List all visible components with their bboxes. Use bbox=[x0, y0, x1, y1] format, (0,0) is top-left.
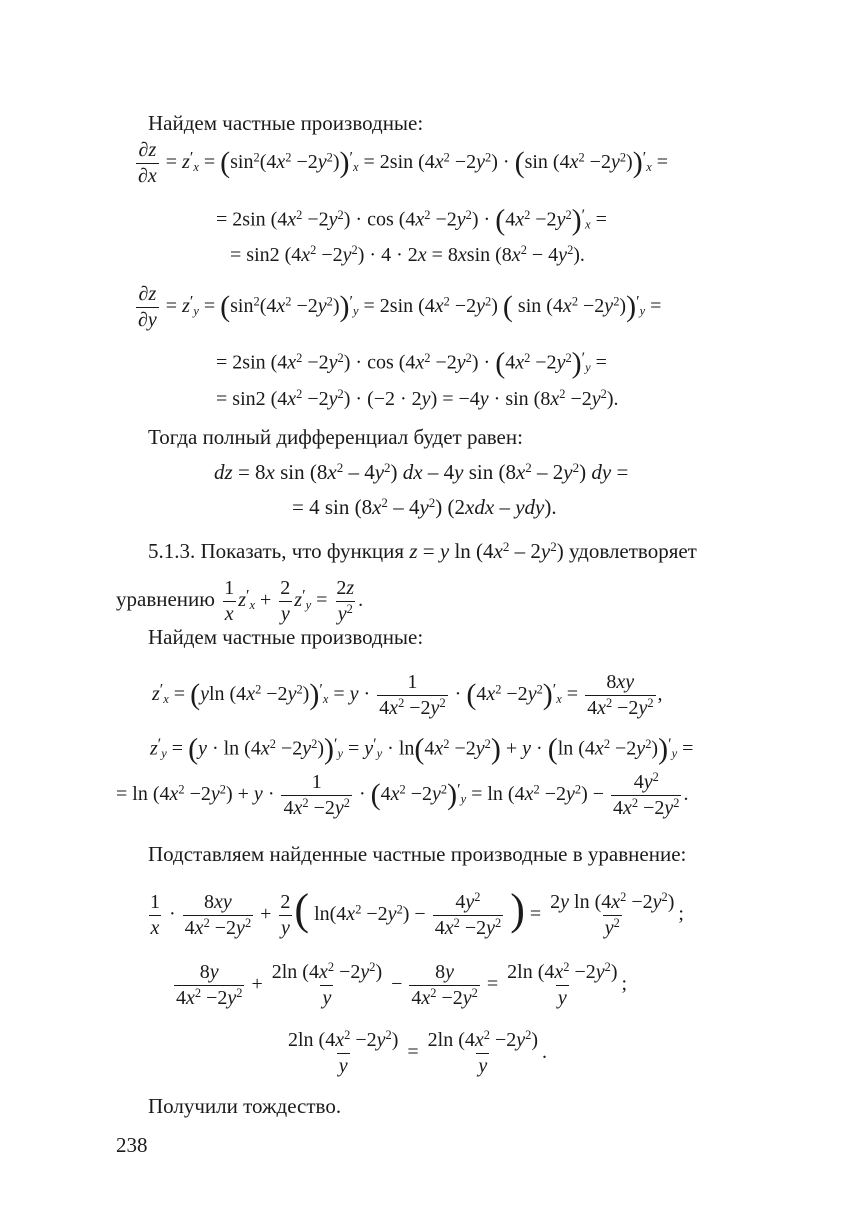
equation-dz-dy-line2: = 2sin $(4x^2 -2y^2) \cdot \cos (4x^2 -2y^2) \cdot (4x^2 -2y^2)'_y$ = bbox=[216, 346, 607, 380]
conclusion-text: Получили тождество. bbox=[148, 1094, 342, 1118]
page-number: 238 bbox=[116, 1133, 148, 1157]
equation-substitution-2: $\frac{8y}{4x^2 -2y^2}$ + $\frac{2\ln (4x^2 -2y^2)}{y}$ − $\frac{8y}{4x^2 -2y^2}$ = $\frac{2\ln (4x^2 -2y^2)}{y}$ ; bbox=[176, 960, 628, 1009]
problem-statement: 5.1.3. Показать, что функция z = y $\ln (4x^2 - 2y^2)$ удовлетворяет bbox=[148, 538, 697, 563]
equation-dz-line1: dz = 8x $\sin (8x^2 - 4y^2)$ dx – 4y $\sin (8x^2 - 2y^2)$ dy = bbox=[214, 459, 629, 484]
equation-dz-line2: = 4 $\sin (8x^2 - 4y^2)$ (2xdx – ydy). bbox=[292, 494, 557, 519]
equation-dz-dy-line1: $\frac{\partial z}{\partial y}$ = $z'_y = (\sin^2(4x^2 -2y^2))'_y = 2\sin$ $(4x^2 -2y^2)$ ( $\sin (4x^2 -2y^2))'_y$ = bbox=[138, 283, 662, 331]
equation-zy-line2: = $\ln (4x^2 -2y^2) + y$ · $\frac{1}{4x^2 -2y^2}$ · $(4x^2 -2y^2)'_y = \ln (4x^2 -2y^2)$ − $\frac{4y^2}{4x^2 -2y^2}$ . bbox=[116, 770, 689, 819]
equation-dz-dx-line1: $\frac{\partial z}{\partial x}$ = $z'_x = (\sin^2(4x^2 -2y^2))'_x = 2\sin$ $(4x^2 -2y^2) \cdot (\sin$ $(4x^2 -2y^2))'_x$ = bbox=[138, 139, 668, 187]
problem-tail: удовлетворяет bbox=[568, 539, 697, 563]
heading-total-differential: Тогда полный дифференциал будет равен: bbox=[148, 425, 523, 449]
equation-dz-dx-line2: = 2sin $(4x^2 -2y^2) \cdot \cos (4x^2 -2y^2) \cdot (4x^2 -2y^2)'_x$ = bbox=[216, 203, 607, 237]
heading-substitute: Подставляем найденные частные производные в уравнение: bbox=[148, 842, 687, 866]
problem-number: 5.1.3. bbox=[148, 539, 196, 563]
equation-dz-dy-line3: = sin2 $(4x^2 -2y^2) \cdot (-2 \cdot 2y) = -4y \cdot \sin (8x^2 -2y^2)$. bbox=[216, 387, 619, 410]
equation-substitution-1: $\frac{1}{x}$ · $\frac{8xy}{4x^2 -2y^2}$ + $\frac{2}{y}$ ( $\ln(4x^2 -2y^2)$ − $\frac{4y^2}{4x^2 -2y^2}$ ) = $\frac{2y \ln (4x^2 -2y^2)}{y^2}$ ; bbox=[150, 885, 684, 939]
equation-word: уравнению bbox=[116, 587, 215, 612]
equation-substitution-3: $\frac{2\ln (4x^2 -2y^2)}{y}$ = $\frac{2\ln (4x^2 -2y^2)}{y}$ . bbox=[288, 1028, 547, 1077]
heading-partial-derivatives-2: Найдем частные производные: bbox=[148, 625, 424, 649]
equation-dz-dx-line3: = sin2 $(4x^2 -2y^2) \cdot 4 \cdot 2x = 8xsin$ $(8x^2 - 4y^2)$. bbox=[230, 243, 585, 266]
equation-zx: $z'_x = (yln$ $(4x^2 -2y^2))'_x = y$ · $\frac{1}{4x^2 -2y^2}$ · $(4x^2 -2y^2)'_x$ = $\frac{8xy}{4x^2 -2y^2}$ , bbox=[152, 671, 663, 719]
equation-zy-line1: $z'_y = (y \cdot \ln (4x^2 -2y^2))'_y = y'_y \cdot \ln(4x^2 -2y^2) + y \cdot (\ln$ $(4x^2 -2y^2))'_y$ = bbox=[150, 732, 694, 766]
problem-text: Показать, что функция bbox=[200, 539, 405, 563]
heading-partial-derivatives: Найдем частные производные: bbox=[148, 111, 424, 135]
problem-equation: уравнению $\frac{1}{x}$ $z'_x$ + $\frac{2}{y}$ $z'_y$ = $\frac{2z}{y^2}$ . bbox=[116, 577, 364, 625]
